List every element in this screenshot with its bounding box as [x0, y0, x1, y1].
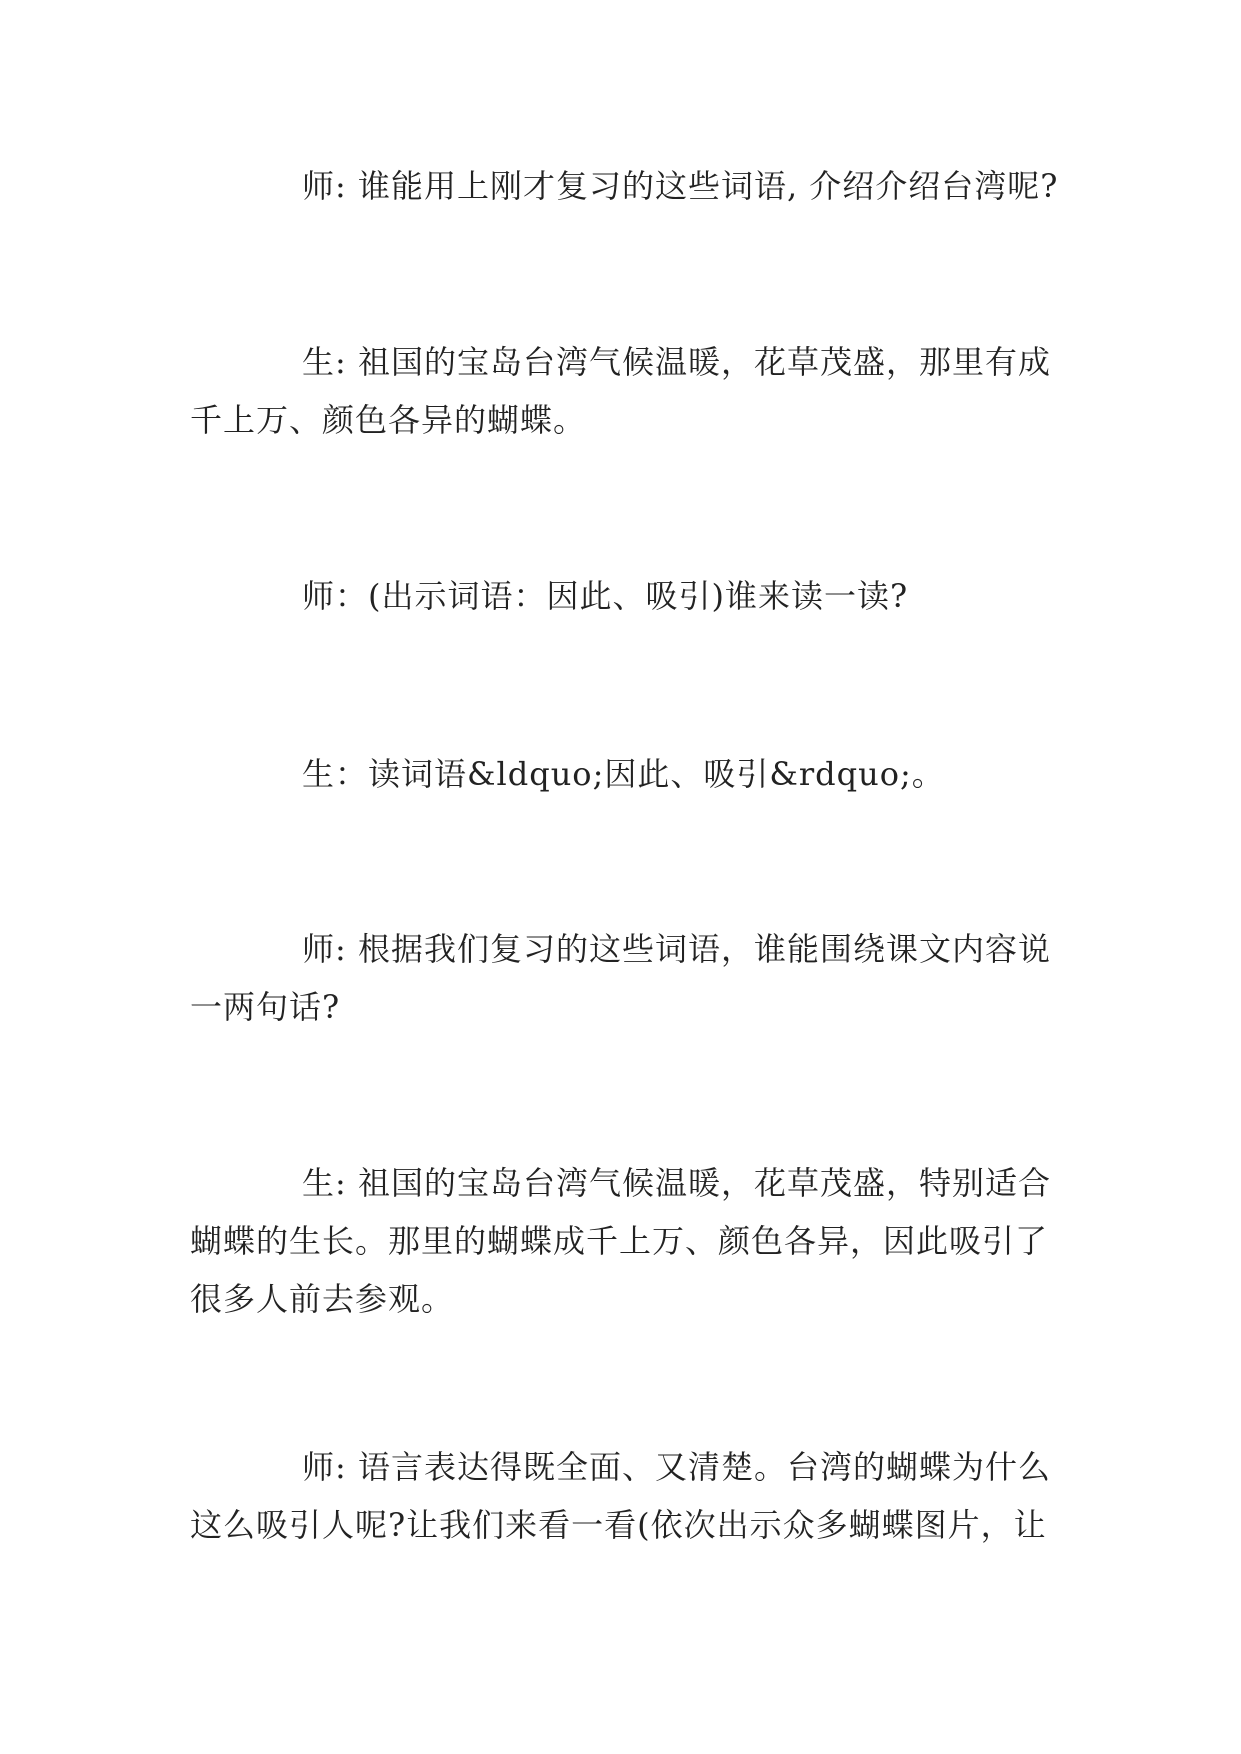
- dialogue-paragraph-teacher-2: 师：(出示词语：因此、吸引)谁来读一读?: [302, 577, 909, 615]
- dialogue-paragraph-student-3: 生: 祖国的宝岛台湾气候温暖，花草茂盛，特别适合蝴蝶的生长。那里的蝴蝶成千上万、颜色各异，因此吸引了很多人前去参观。: [190, 1164, 1051, 1318]
- dialogue-paragraph-teacher-3: 师: 根据我们复习的这些词语，谁能围绕课文内容说一两句话?: [190, 930, 1051, 1026]
- dialogue-paragraph-student-2: 生：读词语&ldquo;因此、吸引&rdquo;。: [302, 755, 945, 793]
- dialogue-paragraph-teacher-1: 师: 谁能用上刚才复习的这些词语, 介绍介绍台湾呢?: [302, 167, 1059, 205]
- dialogue-paragraph-student-1: 生: 祖国的宝岛台湾气候温暖，花草茂盛，那里有成千上万、颜色各异的蝴蝶。: [190, 343, 1051, 439]
- dialogue-paragraph-teacher-4: 师: 语言表达得既全面、又清楚。台湾的蝴蝶为什么这么吸引人呢?让我们来看一看(依次出示众多蝴蝶图片，让: [190, 1448, 1051, 1544]
